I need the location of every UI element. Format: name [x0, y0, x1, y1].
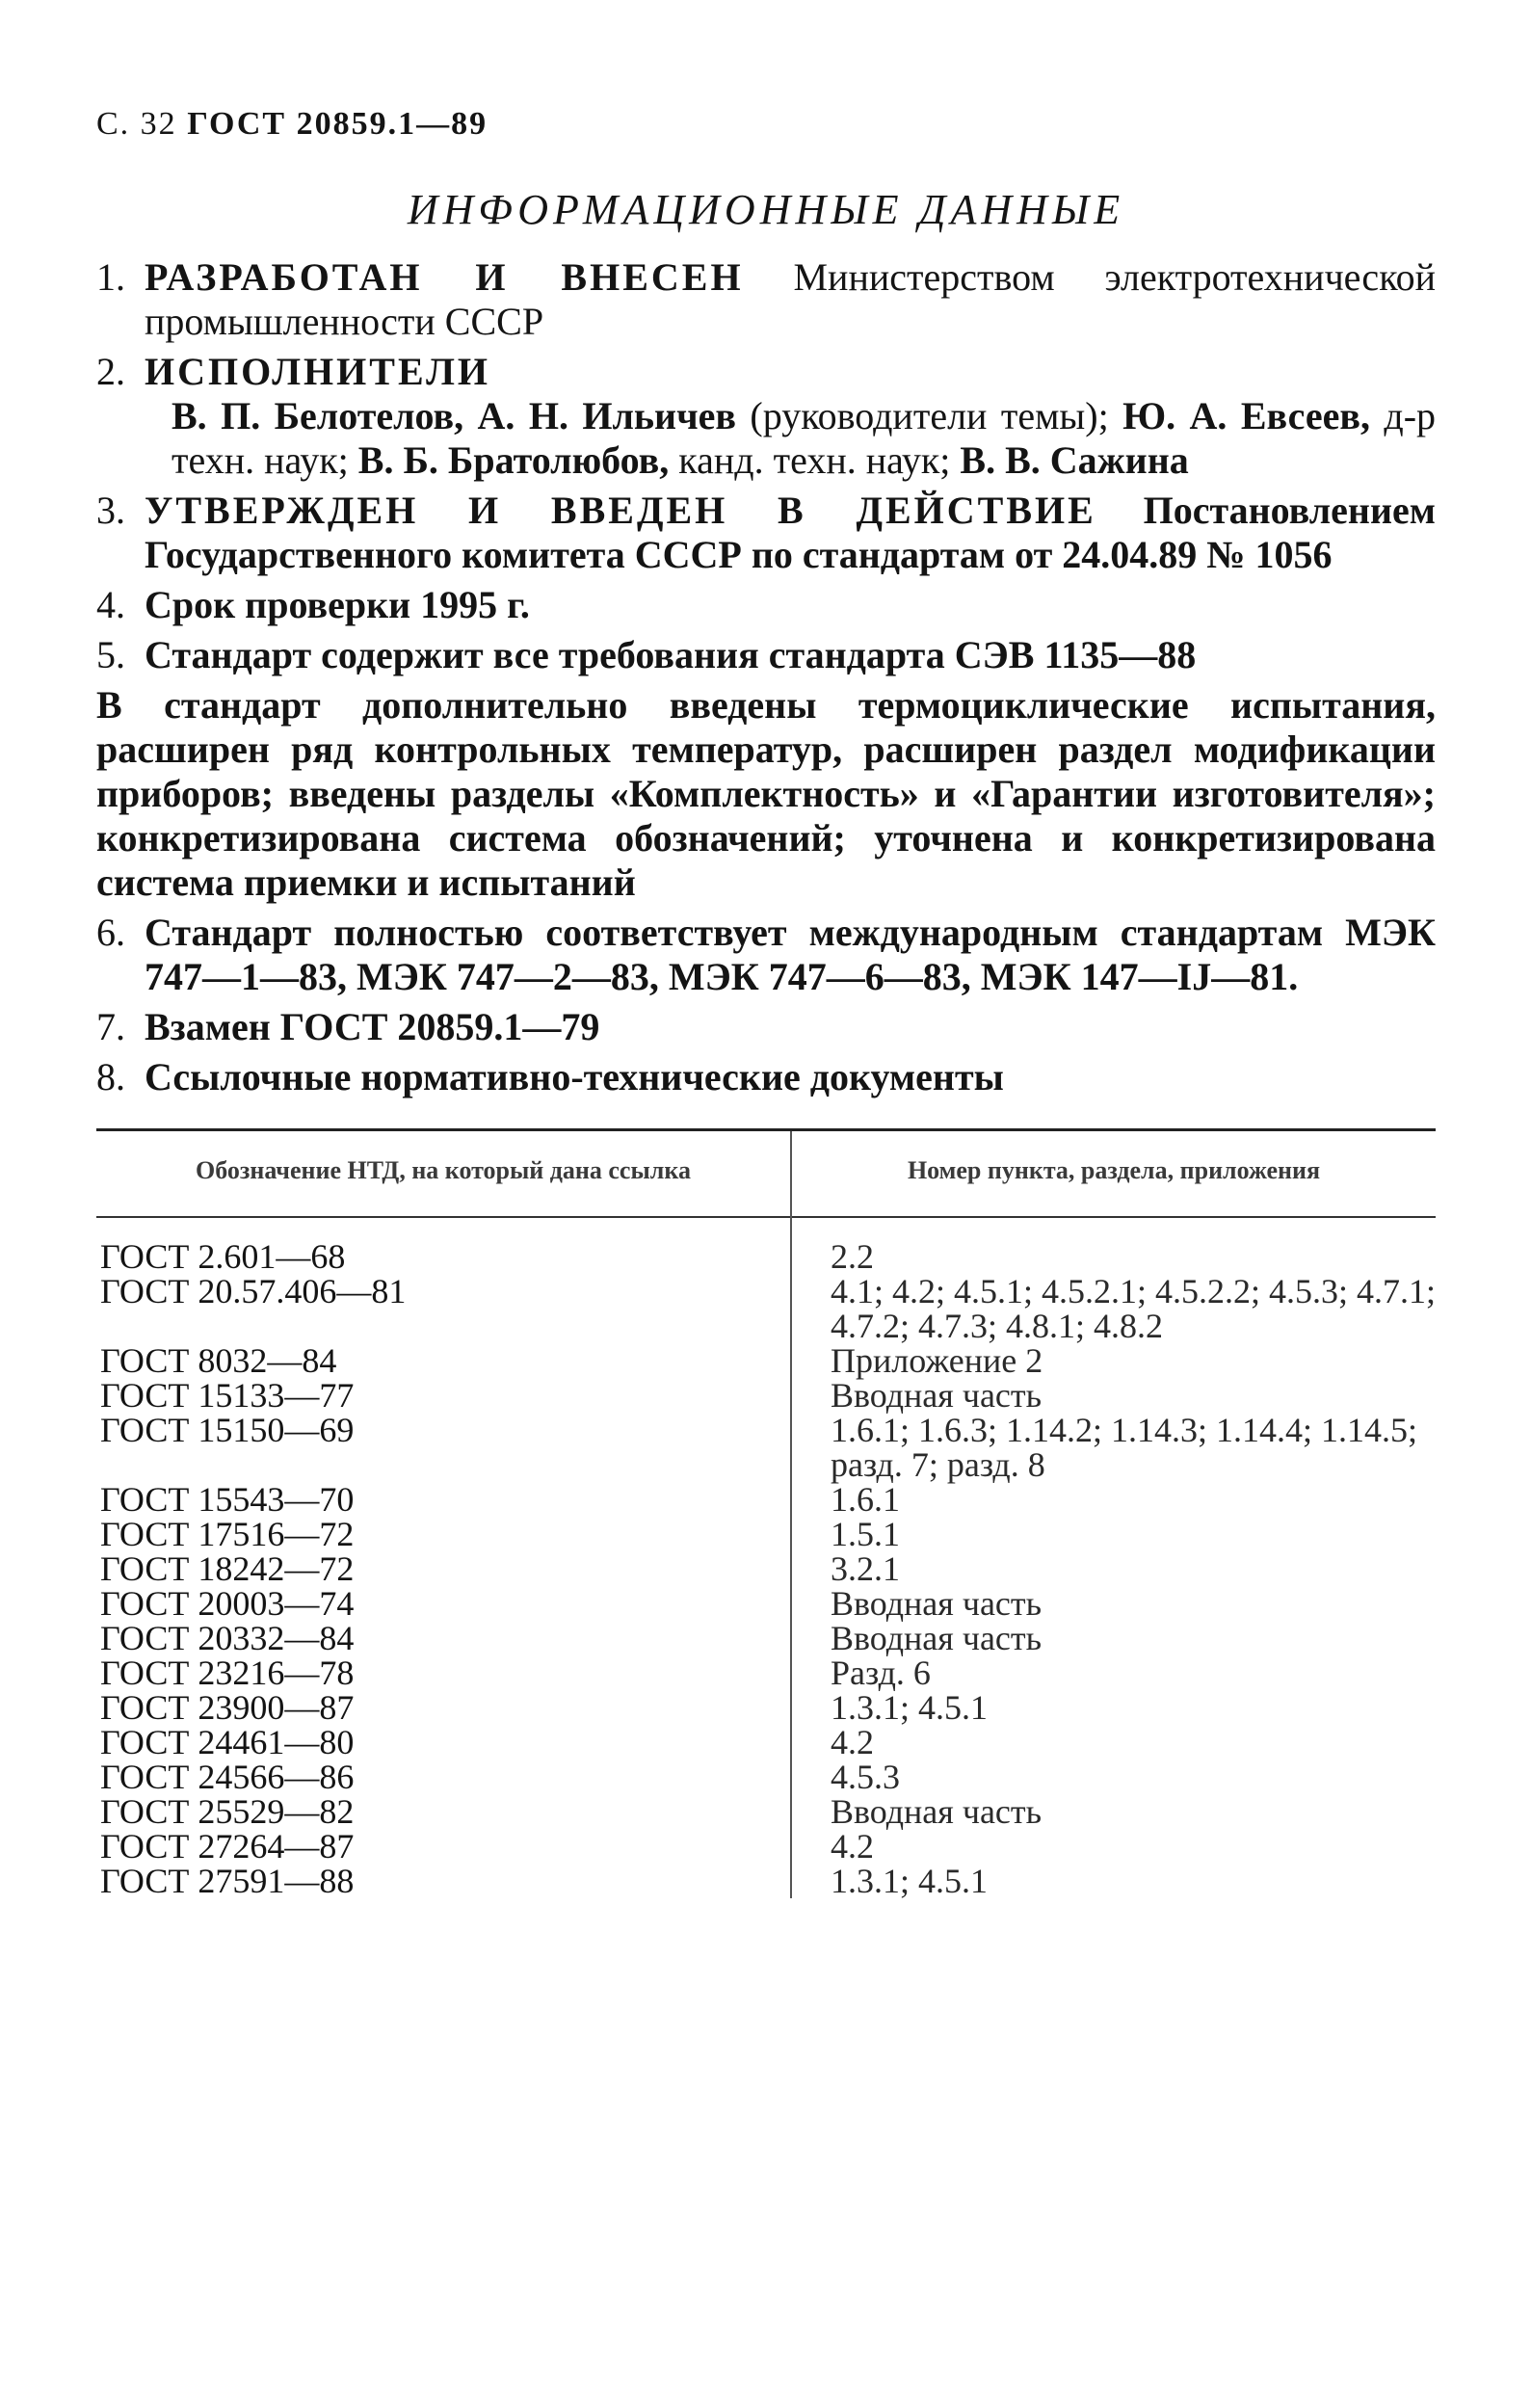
- reference-section: 3.2.1: [831, 1549, 900, 1588]
- item-text: Срок проверки 1995 г.: [145, 583, 530, 626]
- page-header: [96, 106, 1436, 143]
- info-item-3: [96, 489, 1436, 577]
- table-row: [96, 1760, 1436, 1794]
- executor-note: канд. техн. наук;: [678, 438, 951, 482]
- reference-section: 4.2: [831, 1723, 874, 1761]
- table-row: [96, 1725, 1436, 1760]
- item-number: 5.: [96, 633, 125, 676]
- header-divider: [96, 1217, 1436, 1239]
- table-row: [96, 1482, 1436, 1517]
- item-number: 4.: [96, 583, 125, 626]
- table-row: [96, 1343, 1436, 1378]
- reference-section: Вводная часть: [831, 1584, 1043, 1623]
- table-row: [96, 1274, 1436, 1343]
- executors-list: [145, 394, 1436, 483]
- executor-name: В. В. Сажина: [960, 438, 1189, 482]
- reference-document: ГОСТ 2.601—68: [96, 1239, 791, 1274]
- reference-section: 4.1; 4.2; 4.5.1; 4.5.2.1; 4.5.2.2; 4.5.3; 4.7.1; 4.7.2; 4.7.3; 4.8.1; 4.8.2: [831, 1272, 1437, 1345]
- reference-section: 4.2: [831, 1827, 874, 1866]
- item-number: 1.: [96, 255, 125, 299]
- reference-section: Приложение 2: [831, 1341, 1043, 1380]
- reference-section: Вводная часть: [831, 1792, 1043, 1831]
- reference-document: ГОСТ 24461—80: [96, 1725, 791, 1760]
- info-item-8: [96, 1055, 1436, 1099]
- reference-section: Вводная часть: [831, 1619, 1043, 1657]
- executor-name: Ю. А. Евсеев,: [1122, 394, 1370, 437]
- item-text: Министерством электротехнической промышленности СССР: [145, 255, 1436, 343]
- standard-number: ГОСТ 20859.1—89: [187, 106, 488, 142]
- table-row: [96, 1239, 1436, 1274]
- executor-name: В. П. Белотелов, А. Н. Ильичев: [172, 394, 737, 437]
- page-label: С. 32: [96, 106, 177, 142]
- reference-document: ГОСТ 23216—78: [96, 1655, 791, 1690]
- reference-document: ГОСТ 20.57.406—81: [96, 1274, 791, 1343]
- reference-section: Разд. 6: [831, 1654, 931, 1692]
- reference-section: Вводная часть: [831, 1376, 1043, 1415]
- column-header-section: Номер пункта, раздела, приложения: [907, 1156, 1321, 1184]
- info-item-5: [96, 633, 1436, 677]
- reference-document: ГОСТ 17516—72: [96, 1517, 791, 1551]
- table-row: [96, 1794, 1436, 1829]
- reference-document: ГОСТ 20332—84: [96, 1621, 791, 1655]
- item-number: 2.: [96, 350, 125, 393]
- info-item-7: [96, 1005, 1436, 1049]
- reference-document: ГОСТ 24566—86: [96, 1760, 791, 1794]
- executor-note: д-р техн. наук;: [172, 394, 1437, 482]
- reference-section: 1.3.1; 4.5.1: [831, 1688, 989, 1727]
- document-title: ИНФОРМАЦИОННЫЕ ДАННЫЕ: [407, 186, 1125, 233]
- document-page: [96, 106, 1436, 1898]
- table-row: [96, 1378, 1436, 1413]
- column-header-document: Обозначение НТД, на который дана ссылка: [96, 1130, 791, 1218]
- reference-section: 2.2: [831, 1237, 874, 1276]
- info-item-1: [96, 255, 1436, 344]
- table-row: [96, 1517, 1436, 1551]
- table-header-row: [96, 1130, 1436, 1218]
- table-body: [96, 1239, 1436, 1898]
- reference-document: ГОСТ 27591—88: [96, 1864, 791, 1898]
- item-text: Постановлением Государственного комитета СССР по стандартам от 24.04.89 № 1056: [145, 489, 1437, 576]
- item-text: Ссылочные нормативно-технические документы: [145, 1055, 1004, 1098]
- reference-document: ГОСТ 18242—72: [96, 1551, 791, 1586]
- table-row: [96, 1829, 1436, 1864]
- item-number: 3.: [96, 489, 125, 532]
- reference-section: 1.6.1: [831, 1480, 900, 1519]
- table-row: [96, 1586, 1436, 1621]
- item-lead: РАЗРАБОТАН И ВНЕСЕН: [145, 255, 744, 299]
- table-row: [96, 1690, 1436, 1725]
- info-item-2: [96, 350, 1436, 483]
- item-text: Взамен ГОСТ 20859.1—79: [145, 1005, 600, 1048]
- reference-document: ГОСТ 20003—74: [96, 1586, 791, 1621]
- reference-document: ГОСТ 23900—87: [96, 1690, 791, 1725]
- item-number: 7.: [96, 1005, 125, 1048]
- table-row: [96, 1621, 1436, 1655]
- reference-document: ГОСТ 8032—84: [96, 1343, 791, 1378]
- item-text: Стандарт полностью соответствует международным стандартам МЭК 747—1—83, МЭК 747—2—83, МЭК 747—6—83, МЭК 147—IJ—81.: [145, 911, 1436, 998]
- reference-section: 4.5.3: [831, 1758, 900, 1796]
- item-text: Стандарт содержит все требования стандарта СЭВ 1135—88: [145, 633, 1197, 676]
- info-item-6: [96, 911, 1436, 999]
- reference-document: ГОСТ 15133—77: [96, 1378, 791, 1413]
- executor-note: (руководители темы);: [750, 394, 1109, 437]
- reference-document: ГОСТ 15150—69: [96, 1413, 791, 1482]
- item-number: 6.: [96, 911, 125, 954]
- table-row: [96, 1413, 1436, 1482]
- item-lead: УТВЕРЖДЕН И ВВЕДЕН В ДЕЙСТВИЕ: [145, 489, 1096, 532]
- reference-section: 1.6.1; 1.6.3; 1.14.2; 1.14.3; 1.14.4; 1.14.5; разд. 7; разд. 8: [831, 1411, 1418, 1484]
- reference-document: ГОСТ 15543—70: [96, 1482, 791, 1517]
- info-item-5-extra: В стандарт дополнительно введены термоциклические испытания, расширен ряд контрольных температур, расширен раздел модификации приборов; введены разделы «Комплектность» и «Гарантии изготовителя»; конкретизирована система обозначений; уточнена и конкретизирована система приемки и испытаний: [96, 683, 1436, 904]
- item-number: 8.: [96, 1055, 125, 1098]
- executor-name: В. Б. Братолюбов,: [357, 438, 670, 482]
- reference-section: 1.3.1; 4.5.1: [831, 1862, 989, 1900]
- table-row: [96, 1864, 1436, 1898]
- info-item-4: [96, 583, 1436, 627]
- reference-section: 1.5.1: [831, 1515, 900, 1553]
- reference-document: ГОСТ 27264—87: [96, 1829, 791, 1864]
- item-lead: ИСПОЛНИТЕЛИ: [145, 350, 491, 393]
- reference-documents-table: [96, 1128, 1436, 1898]
- reference-document: ГОСТ 25529—82: [96, 1794, 791, 1829]
- table-row: [96, 1655, 1436, 1690]
- table-row: [96, 1551, 1436, 1586]
